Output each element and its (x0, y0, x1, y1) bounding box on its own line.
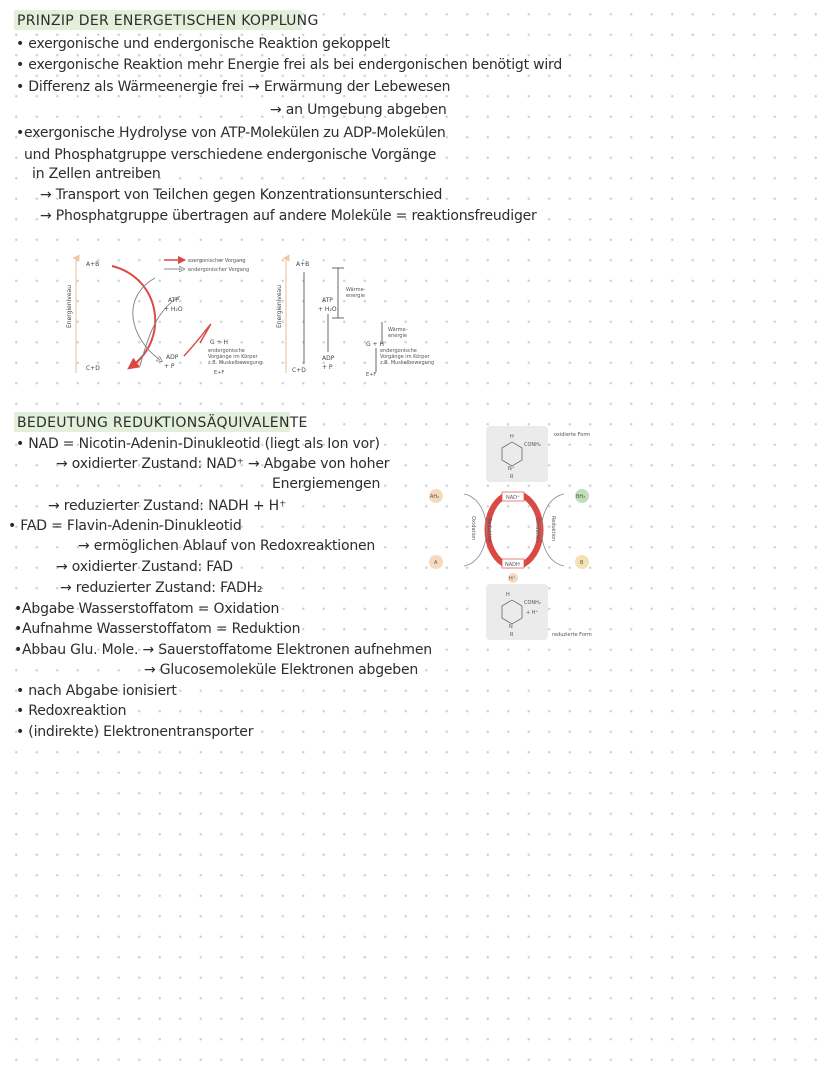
svg-text:CONH₂: CONH₂ (524, 600, 541, 606)
svg-text:N: N (509, 624, 513, 630)
text-line: → reduzierter Zustand: FADH₂ (60, 580, 263, 596)
text-line: → Glucosemoleküle Elektronen abgeben (144, 662, 419, 678)
nad-plus-label: NAD⁺ (506, 495, 520, 501)
label-ef: E+F (214, 370, 225, 376)
text-line: • exergonische und endergonische Reaktion gekoppelt (16, 36, 390, 52)
svg-text:H: H (510, 434, 514, 440)
label-gh: G + H (210, 339, 229, 346)
text-line: → ermöglichen Ablauf von Redoxreaktionen (78, 538, 376, 554)
text-line: → reduzierter Zustand: NADH + H⁺ (48, 498, 287, 514)
label-h2o: + H₂O (318, 306, 337, 313)
heat-label-2: energie (346, 293, 365, 299)
label-gh: G + H (366, 341, 385, 348)
text-line: → Phosphatgruppe übertragen auf andere Moleküle = reaktionsfreudiger (40, 208, 537, 224)
bh2-label: BH₂ (576, 494, 586, 500)
text-line: in Zellen antreiben (32, 166, 161, 182)
ender-text-1: endergonische (208, 348, 245, 354)
label-atp: ATP (168, 297, 179, 304)
ender-text-3: z.B. Muskelbewegung (208, 360, 263, 366)
label-h2o: + H₂O (164, 306, 183, 313)
legend-exergonic: exergonischer Vorgang (188, 258, 246, 264)
ender-text-1: endergonische (380, 348, 417, 354)
text-line: und Phosphatgruppe verschiedene endergonische Vorgänge (24, 147, 437, 163)
label-bottom: C+D (86, 365, 100, 372)
svg-text:R: R (510, 474, 514, 480)
label-top: A+B (296, 261, 310, 268)
heat-label-b2: energie (388, 333, 407, 339)
text-line: • FAD = Flavin-Adenin-Dinukleotid (8, 518, 242, 534)
ender-text-3: z.B. Muskelbewegung (380, 360, 435, 366)
text-line: • Differenz als Wärmeenergie frei → Erwärmung der Lebewesen (16, 79, 451, 95)
ah2-label: AH₂ (430, 494, 440, 500)
legend-endergonic: endergonischer Vorgang (188, 267, 250, 273)
label-adp: ADP (166, 354, 179, 361)
reduced-structure-box (486, 584, 548, 640)
a-label: A (434, 560, 438, 566)
label-p: + P (322, 364, 333, 371)
text-line: •Aufnahme Wasserstoffatom = Reduktion (14, 621, 301, 637)
section-heading-energetic-coupling: PRINZIP DER ENERGETISCHEN KOPPLUNG (17, 13, 319, 29)
text-line: → oxidierter Zustand: FAD (56, 559, 233, 575)
text-line: •Abgabe Wasserstoffatom = Oxidation (14, 601, 280, 617)
section-heading-reduction-equivalents: BEDEUTUNG REDUKTIONSÄQUIVALENTE (17, 415, 308, 431)
heat-label-1: Wärme- (346, 287, 366, 293)
text-line: Energiemengen (272, 476, 381, 492)
text-line: → oxidierter Zustand: NAD⁺ → Abgabe von hoher (56, 456, 390, 472)
label-p: + P (164, 363, 175, 370)
b-label: B (580, 560, 584, 566)
diagram-energy-coupling-2 (276, 258, 434, 378)
svg-text:H: H (506, 592, 510, 598)
svg-text:CONH₂: CONH₂ (524, 442, 541, 448)
label-bottom: C+D (292, 367, 306, 374)
right-reduction-label: Reduktion (550, 516, 556, 542)
text-line: • (indirekte) Elektronentransporter (16, 724, 254, 740)
label-adp: ADP (322, 355, 335, 362)
nad-redox-diagram (424, 420, 604, 645)
hplus-label: H⁺ (509, 576, 516, 582)
text-line: • Redoxreaktion (16, 703, 127, 719)
ender-text-2: Vorgänge im Körper (208, 354, 258, 360)
label-top: A+B (86, 261, 100, 268)
text-line: •exergonische Hydrolyse von ATP-Molekülen zu ADP-Molekülen (16, 125, 446, 141)
text-line: • nach Abgabe ionisiert (16, 683, 177, 699)
svg-text:+ H⁺: + H⁺ (526, 610, 539, 616)
text-line: •Abbau Glu. Mole. → Sauerstoffatome Elektronen aufnehmen (14, 642, 432, 658)
ender-text-2: Vorgänge im Körper (380, 354, 430, 360)
label-ef: E+F (366, 372, 377, 378)
endergonic-arrow (184, 324, 211, 356)
label-atp: ATP (322, 297, 333, 304)
svg-text:N⁺: N⁺ (508, 466, 515, 472)
text-line: • NAD = Nicotin-Adenin-Dinukleotid (liegt als Ion vor) (16, 436, 380, 452)
oxidized-form-label: oxidierte Form (554, 432, 591, 438)
right-oxidation-label: Oxidation (534, 518, 540, 543)
svg-text:R: R (510, 632, 514, 638)
nadh-label: NADH (505, 562, 520, 568)
exergonic-arrow (112, 266, 155, 366)
diagram-energy-coupling-1 (66, 258, 262, 376)
y-axis-label: Energieniveau (66, 284, 73, 328)
oxidized-structure-box (486, 426, 548, 482)
heat-label-b1: Wärme- (388, 327, 408, 333)
left-reduction-label: Reduktion (486, 518, 492, 544)
text-line: → an Umgebung abgeben (270, 102, 447, 118)
y-axis-label: Energieniveau (276, 284, 283, 328)
text-line: → Transport von Teilchen gegen Konzentrationsunterschied (40, 187, 443, 203)
energy-coupling-diagrams (60, 248, 480, 384)
reduced-form-label: reduzierte Form (552, 632, 592, 638)
left-oxidation-label: Oxidation (470, 516, 476, 541)
text-line: • exergonische Reaktion mehr Energie frei als bei endergonischen benötigt wird (16, 57, 563, 73)
